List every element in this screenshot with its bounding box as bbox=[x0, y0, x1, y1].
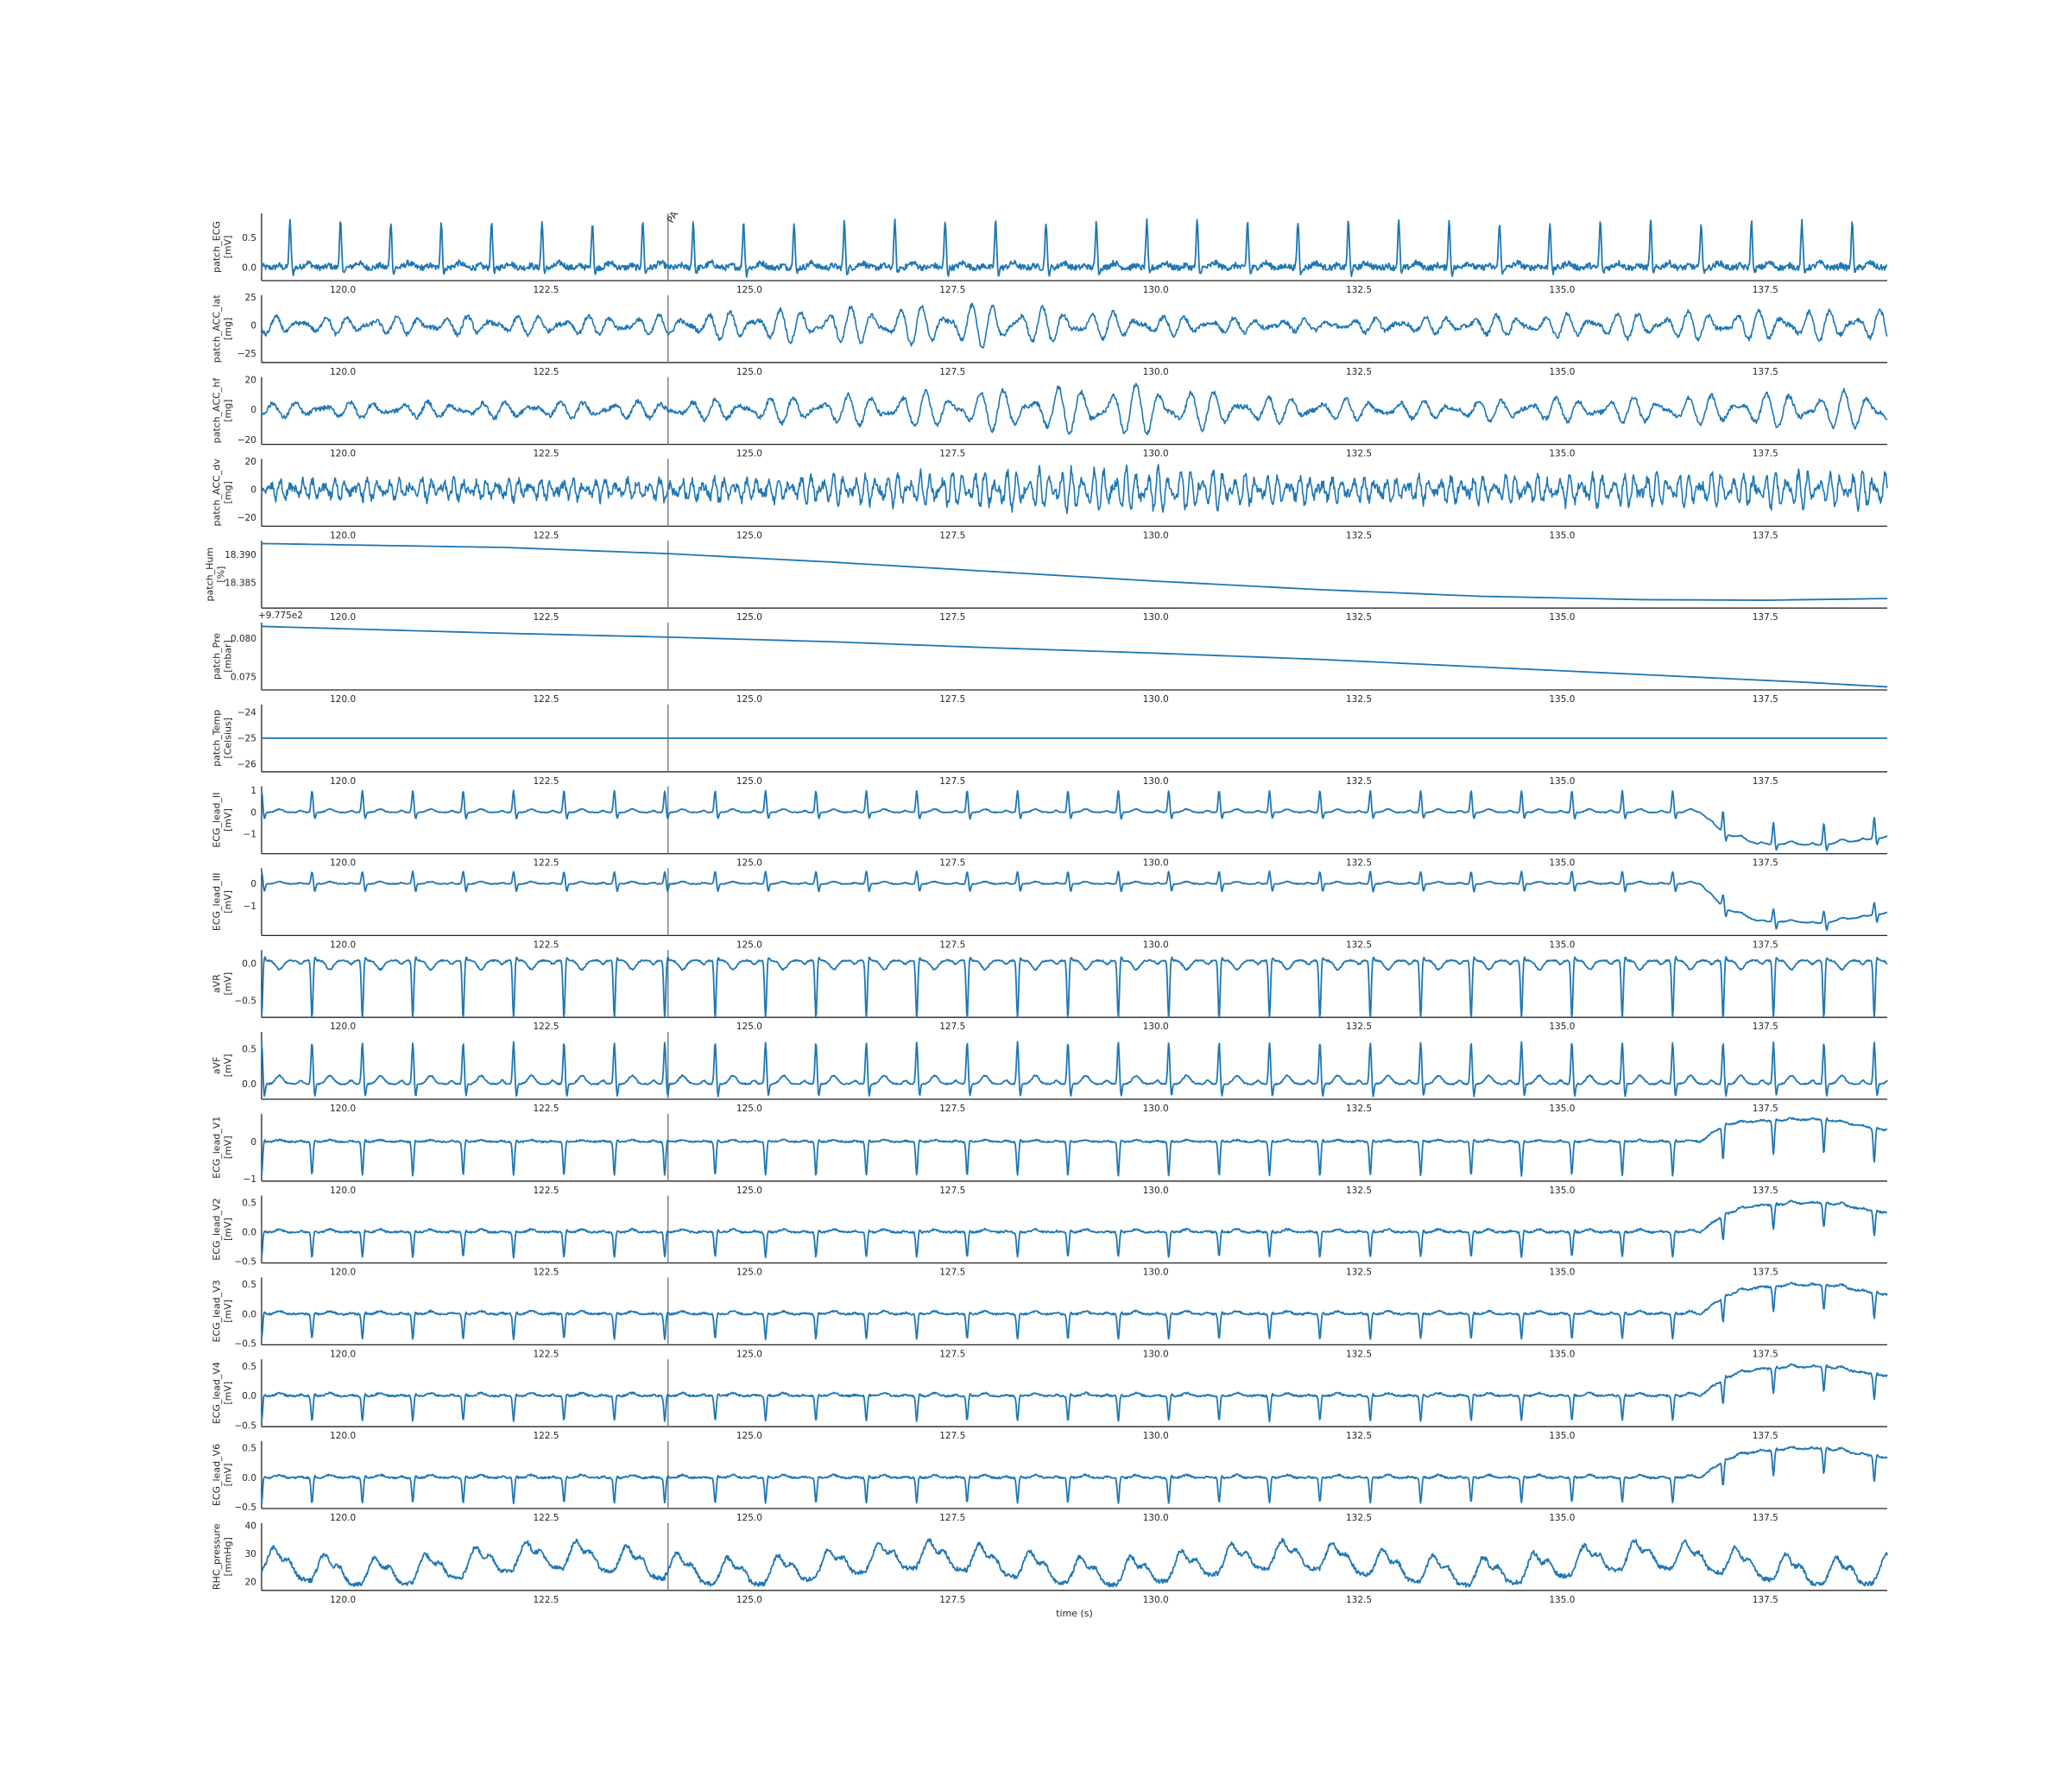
panel-10-xtick-label: 125.0 bbox=[736, 1022, 762, 1033]
panel-16-ytick-label: 0.5 bbox=[242, 1443, 256, 1454]
panel-11-xtick-label: 125.0 bbox=[736, 1104, 762, 1114]
panel-12-ylabel: ECG_lead_V1[mV] bbox=[211, 1116, 234, 1179]
panel-2-ylabel: patch_ACC_lat[mg] bbox=[211, 294, 234, 364]
panel-15-signal-line bbox=[262, 1364, 1887, 1421]
panel-7-xtick-label: 125.0 bbox=[736, 775, 762, 787]
panel-5-xtick-label: 120.0 bbox=[330, 612, 357, 623]
panel-3-xtick-label: 130.0 bbox=[1142, 448, 1169, 459]
panel-16-ylabel: ECG_lead_V6[mV] bbox=[211, 1443, 234, 1507]
panel-13-signal-line bbox=[262, 1200, 1887, 1257]
x-axis-label: time (s) bbox=[1056, 1607, 1093, 1619]
panel-14-xtick-label: 122.5 bbox=[533, 1349, 559, 1360]
panel-12-ytick-label: 0 bbox=[250, 1136, 256, 1148]
panel-5-xtick-label: 135.0 bbox=[1549, 612, 1576, 623]
panel-6-xtick-label: 132.5 bbox=[1345, 694, 1373, 705]
panel-5-xtick-label: 125.0 bbox=[736, 612, 762, 623]
panel-1-xtick-label: 135.0 bbox=[1549, 285, 1576, 295]
panel-11-xtick-label: 127.5 bbox=[939, 1104, 966, 1114]
panel-9-xtick-label: 125.0 bbox=[736, 939, 762, 951]
panel-1-ylabel: patch_ECG[mV] bbox=[211, 221, 234, 273]
panel-9-ytick-label: −1 bbox=[243, 901, 256, 913]
panel-6-xtick-label: 135.0 bbox=[1549, 694, 1576, 705]
panel-15-ytick-label: −0.5 bbox=[234, 1420, 256, 1432]
panel-2-xtick-label: 132.5 bbox=[1345, 366, 1373, 377]
panel-16-xtick-label: 125.0 bbox=[736, 1513, 762, 1523]
panel-14-xtick-label: 120.0 bbox=[330, 1349, 357, 1360]
panel-7-xtick-label: 127.5 bbox=[939, 775, 966, 787]
panel-16-signal-line bbox=[262, 1446, 1887, 1503]
panel-11-xtick-label: 132.5 bbox=[1345, 1104, 1373, 1114]
panel-15-ytick-label: 0.0 bbox=[242, 1391, 256, 1402]
panel-8-xtick-label: 137.5 bbox=[1752, 857, 1778, 869]
panel-6-offset-text: +9.775e2 bbox=[258, 610, 303, 621]
panel-7-ytick-label: −25 bbox=[237, 733, 256, 744]
panel-8-xtick-label: 122.5 bbox=[533, 857, 559, 869]
panel-8-xtick-label: 127.5 bbox=[939, 857, 966, 869]
panel-14-ylabel: ECG_lead_V3[mV] bbox=[211, 1280, 234, 1343]
panel-3-xtick-label: 137.5 bbox=[1752, 448, 1778, 459]
panel-13-xtick-label: 130.0 bbox=[1142, 1267, 1169, 1278]
panel-6-xtick-label: 120.0 bbox=[330, 694, 357, 705]
panel-5-signal-line bbox=[262, 543, 1887, 600]
panel-7-xtick-label: 132.5 bbox=[1345, 775, 1373, 787]
panel-17-xtick-label: 132.5 bbox=[1345, 1594, 1373, 1605]
panel-9-xtick-label: 122.5 bbox=[533, 939, 559, 951]
panel-17-xtick-label: 125.0 bbox=[736, 1594, 762, 1605]
panel-17-xtick-label: 135.0 bbox=[1549, 1594, 1576, 1605]
panel-17-xtick-label: 137.5 bbox=[1752, 1594, 1778, 1605]
panel-3-ytick-label: 20 bbox=[244, 375, 256, 386]
panel-11-xtick-label: 135.0 bbox=[1549, 1104, 1576, 1114]
panel-16-ytick-label: −0.5 bbox=[234, 1502, 256, 1514]
panel-9-ylabel: ECG_lead_III[mV] bbox=[211, 872, 234, 932]
panel-10-ytick-label: 0.0 bbox=[242, 958, 256, 970]
panel-16-xtick-label: 130.0 bbox=[1142, 1513, 1169, 1523]
panel-3-xtick-label: 122.5 bbox=[533, 448, 559, 459]
panel-6-xtick-label: 130.0 bbox=[1142, 694, 1169, 705]
panel-9-xtick-label: 135.0 bbox=[1549, 939, 1576, 951]
panel-10-xtick-label: 120.0 bbox=[330, 1022, 357, 1033]
panel-5-xtick-label: 127.5 bbox=[939, 612, 966, 623]
panel-12-ytick-label: −1 bbox=[243, 1174, 256, 1186]
panel-17-ytick-label: 30 bbox=[244, 1549, 256, 1560]
panel-9-xtick-label: 127.5 bbox=[939, 939, 966, 951]
panel-2-ytick-label: 25 bbox=[244, 292, 256, 303]
panel-7-ytick-label: −26 bbox=[237, 759, 256, 770]
panel-11-xtick-label: 130.0 bbox=[1142, 1104, 1169, 1114]
panel-7-xtick-label: 137.5 bbox=[1752, 775, 1778, 787]
panel-4-xtick-label: 130.0 bbox=[1142, 530, 1169, 541]
panel-10-xtick-label: 135.0 bbox=[1549, 1022, 1576, 1033]
panel-5-xtick-label: 122.5 bbox=[533, 612, 559, 623]
panel-14-xtick-label: 130.0 bbox=[1142, 1349, 1169, 1360]
panel-2-ytick-label: 0 bbox=[250, 320, 256, 332]
panel-16-xtick-label: 120.0 bbox=[330, 1513, 357, 1523]
panel-4-xtick-label: 137.5 bbox=[1752, 530, 1778, 541]
panel-2-xtick-label: 130.0 bbox=[1142, 366, 1169, 377]
panel-11-xtick-label: 122.5 bbox=[533, 1104, 559, 1114]
panel-9-xtick-label: 130.0 bbox=[1142, 939, 1169, 951]
panel-15-xtick-label: 120.0 bbox=[330, 1431, 357, 1442]
panel-2-signal-line bbox=[262, 303, 1887, 348]
panel-15-xtick-label: 130.0 bbox=[1142, 1431, 1169, 1442]
panel-8-xtick-label: 135.0 bbox=[1549, 857, 1576, 869]
panel-3-ylabel: patch_ACC_hf[mg] bbox=[211, 377, 234, 444]
panel-1-xtick-label: 132.5 bbox=[1345, 285, 1373, 295]
panel-4-xtick-label: 125.0 bbox=[736, 530, 762, 541]
panel-12-xtick-label: 132.5 bbox=[1345, 1185, 1373, 1196]
panel-14-ytick-label: 0.5 bbox=[242, 1280, 256, 1291]
panel-14-xtick-label: 132.5 bbox=[1345, 1349, 1373, 1360]
panel-17-ytick-label: 40 bbox=[244, 1521, 256, 1532]
panel-9-xtick-label: 137.5 bbox=[1752, 939, 1778, 951]
panel-15-xtick-label: 135.0 bbox=[1549, 1431, 1576, 1442]
panel-13-xtick-label: 127.5 bbox=[939, 1267, 966, 1278]
panel-15-xtick-label: 122.5 bbox=[533, 1431, 559, 1442]
panel-8-xtick-label: 130.0 bbox=[1142, 857, 1169, 869]
panel-4-ytick-label: 20 bbox=[244, 457, 256, 468]
panel-4-signal-line bbox=[262, 465, 1887, 514]
panel-14-xtick-label: 137.5 bbox=[1752, 1349, 1778, 1360]
panel-3-xtick-label: 127.5 bbox=[939, 448, 966, 459]
panel-1-xtick-label: 130.0 bbox=[1142, 285, 1169, 295]
panel-1-signal-line bbox=[262, 219, 1887, 277]
panel-5-ytick-label: 18.385 bbox=[224, 578, 256, 589]
panel-1-ytick-label: 0.0 bbox=[242, 263, 256, 274]
panel-13-xtick-label: 122.5 bbox=[533, 1267, 559, 1278]
panel-13-xtick-label: 137.5 bbox=[1752, 1267, 1778, 1278]
panel-14-xtick-label: 127.5 bbox=[939, 1349, 966, 1360]
panel-3-xtick-label: 132.5 bbox=[1345, 448, 1373, 459]
panel-6-signal-line bbox=[262, 626, 1887, 686]
panel-4-xtick-label: 135.0 bbox=[1549, 530, 1576, 541]
panel-10-xtick-label: 137.5 bbox=[1752, 1022, 1778, 1033]
panel-10-signal-line bbox=[262, 957, 1887, 1017]
panel-10-xtick-label: 127.5 bbox=[939, 1022, 966, 1033]
panel-10-xtick-label: 130.0 bbox=[1142, 1022, 1169, 1033]
panel-7-xtick-label: 122.5 bbox=[533, 775, 559, 787]
panel-4-xtick-label: 127.5 bbox=[939, 530, 966, 541]
panel-13-xtick-label: 135.0 bbox=[1549, 1267, 1576, 1278]
panel-9-signal-line bbox=[262, 871, 1887, 930]
panel-2-xtick-label: 120.0 bbox=[330, 366, 357, 377]
panel-4-xtick-label: 122.5 bbox=[533, 530, 559, 541]
panel-14-xtick-label: 135.0 bbox=[1549, 1349, 1576, 1360]
panel-1-ytick-label: 0.5 bbox=[242, 233, 256, 244]
panel-6-xtick-label: 122.5 bbox=[533, 694, 559, 705]
panel-12-xtick-label: 130.0 bbox=[1142, 1185, 1169, 1196]
panel-17-xtick-label: 130.0 bbox=[1142, 1594, 1169, 1605]
panel-17-ylabel: RHC_pressure[mmHg] bbox=[211, 1523, 234, 1591]
panel-11-ylabel: aVF[mV] bbox=[211, 1053, 234, 1078]
panel-9-xtick-label: 120.0 bbox=[330, 939, 357, 951]
panel-2-xtick-label: 127.5 bbox=[939, 366, 966, 377]
panel-12-xtick-label: 120.0 bbox=[330, 1185, 357, 1196]
panel-11-ytick-label: 0.0 bbox=[242, 1079, 256, 1090]
panel-8-signal-line bbox=[262, 790, 1887, 851]
panel-1-xtick-label: 120.0 bbox=[330, 285, 357, 295]
panel-15-ylabel: ECG_lead_V4[mV] bbox=[211, 1362, 234, 1425]
panel-13-ylabel: ECG_lead_V2[mV] bbox=[211, 1198, 234, 1261]
panel-10-xtick-label: 132.5 bbox=[1345, 1022, 1373, 1033]
panel-3-ytick-label: 0 bbox=[250, 405, 256, 416]
panel-8-ytick-label: 0 bbox=[250, 807, 256, 819]
panel-8-xtick-label: 132.5 bbox=[1345, 857, 1373, 869]
panel-17-signal-line bbox=[262, 1539, 1887, 1587]
panel-15-ytick-label: 0.5 bbox=[242, 1361, 256, 1372]
panel-7-xtick-label: 120.0 bbox=[330, 775, 357, 787]
panel-13-ytick-label: 0.5 bbox=[242, 1198, 256, 1209]
panel-13-xtick-label: 132.5 bbox=[1345, 1267, 1373, 1278]
panel-17-xtick-label: 127.5 bbox=[939, 1594, 966, 1605]
panel-10-ylabel: aVR[mV] bbox=[211, 971, 234, 996]
panel-1-xtick-label: 127.5 bbox=[939, 285, 966, 295]
panel-14-ytick-label: 0.0 bbox=[242, 1309, 256, 1320]
panel-7-xtick-label: 130.0 bbox=[1142, 775, 1169, 787]
panel-12-xtick-label: 125.0 bbox=[736, 1185, 762, 1196]
panel-5-xtick-label: 137.5 bbox=[1752, 612, 1778, 623]
panel-14-signal-line bbox=[262, 1282, 1887, 1339]
panel-12-xtick-label: 137.5 bbox=[1752, 1185, 1778, 1196]
panel-14-xtick-label: 125.0 bbox=[736, 1349, 762, 1360]
panel-15-xtick-label: 125.0 bbox=[736, 1431, 762, 1442]
panel-15-xtick-label: 137.5 bbox=[1752, 1431, 1778, 1442]
panel-2-xtick-label: 125.0 bbox=[736, 366, 762, 377]
panel-4-xtick-label: 120.0 bbox=[330, 530, 357, 541]
panel-5-xtick-label: 130.0 bbox=[1142, 612, 1169, 623]
panel-8-xtick-label: 120.0 bbox=[330, 857, 357, 869]
panel-6-xtick-label: 127.5 bbox=[939, 694, 966, 705]
panel-17-xtick-label: 122.5 bbox=[533, 1594, 559, 1605]
panel-6-xtick-label: 125.0 bbox=[736, 694, 762, 705]
panel-4-xtick-label: 132.5 bbox=[1345, 530, 1373, 541]
panel-6-ylabel: patch_Pre[mbar] bbox=[211, 632, 234, 680]
panel-12-xtick-label: 122.5 bbox=[533, 1185, 559, 1196]
panel-16-xtick-label: 135.0 bbox=[1549, 1513, 1576, 1523]
panel-3-xtick-label: 120.0 bbox=[330, 448, 357, 459]
panel-6-ytick-label: 0.080 bbox=[230, 634, 256, 645]
panel-11-xtick-label: 120.0 bbox=[330, 1104, 357, 1114]
panel-5-xtick-label: 132.5 bbox=[1345, 612, 1373, 623]
panel-6-xtick-label: 137.5 bbox=[1752, 694, 1778, 705]
panel-1-xtick-label: 125.0 bbox=[736, 285, 762, 295]
panel-17-ytick-label: 20 bbox=[244, 1577, 256, 1588]
panel-17-xtick-label: 120.0 bbox=[330, 1594, 357, 1605]
panel-8-xtick-label: 125.0 bbox=[736, 857, 762, 869]
panel-8-ylabel: ECG_lead_II[mV] bbox=[211, 792, 234, 848]
panel-12-xtick-label: 135.0 bbox=[1549, 1185, 1576, 1196]
panel-15-xtick-label: 132.5 bbox=[1345, 1431, 1373, 1442]
panel-15-xtick-label: 127.5 bbox=[939, 1431, 966, 1442]
panel-4-ytick-label: −20 bbox=[237, 513, 256, 524]
panel-5-ytick-label: 18.390 bbox=[224, 549, 256, 560]
panel-5-ylabel: patch_Hum[%] bbox=[204, 547, 227, 602]
panel-3-ytick-label: −20 bbox=[237, 434, 256, 446]
panel-9-ytick-label: 0 bbox=[250, 879, 256, 890]
panel-16-xtick-label: 132.5 bbox=[1345, 1513, 1373, 1523]
panel-13-xtick-label: 120.0 bbox=[330, 1267, 357, 1278]
panel-9-xtick-label: 132.5 bbox=[1345, 939, 1373, 951]
panel-4-ylabel: patch_ACC_dv[mg] bbox=[211, 459, 234, 527]
panel-1-xtick-label: 122.5 bbox=[533, 285, 559, 295]
panel-8-ytick-label: 1 bbox=[250, 786, 256, 797]
panel-10-xtick-label: 122.5 bbox=[533, 1022, 559, 1033]
panel-6-ytick-label: 0.075 bbox=[230, 672, 256, 683]
panel-7-xtick-label: 135.0 bbox=[1549, 775, 1576, 787]
panel-12-xtick-label: 127.5 bbox=[939, 1185, 966, 1196]
panel-3-xtick-label: 135.0 bbox=[1549, 448, 1576, 459]
event-marker-label: PA bbox=[665, 209, 681, 225]
panel-2-ytick-label: −25 bbox=[237, 348, 256, 359]
panel-11-ytick-label: 0.5 bbox=[242, 1044, 256, 1055]
panel-3-signal-line bbox=[262, 383, 1887, 434]
panel-2-xtick-label: 122.5 bbox=[533, 366, 559, 377]
panel-11-signal-line bbox=[262, 1041, 1887, 1097]
panel-12-signal-line bbox=[262, 1118, 1887, 1177]
panel-8-ytick-label: −1 bbox=[243, 829, 256, 840]
panel-13-xtick-label: 125.0 bbox=[736, 1267, 762, 1278]
panel-16-xtick-label: 137.5 bbox=[1752, 1513, 1778, 1523]
panel-7-ytick-label: −24 bbox=[237, 707, 256, 718]
panel-16-xtick-label: 127.5 bbox=[939, 1513, 966, 1523]
panel-16-ytick-label: 0.0 bbox=[242, 1472, 256, 1483]
panel-14-ytick-label: −0.5 bbox=[234, 1338, 256, 1350]
panel-13-ytick-label: −0.5 bbox=[234, 1256, 256, 1268]
panel-3-xtick-label: 125.0 bbox=[736, 448, 762, 459]
panel-2-xtick-label: 137.5 bbox=[1752, 366, 1778, 377]
panel-4-ytick-label: 0 bbox=[250, 484, 256, 496]
panel-7-ylabel: patch_Temp[Celsius] bbox=[211, 709, 234, 767]
panel-10-ytick-label: −0.5 bbox=[234, 996, 256, 1007]
panel-1-xtick-label: 137.5 bbox=[1752, 285, 1778, 295]
panel-2-xtick-label: 135.0 bbox=[1549, 366, 1576, 377]
panel-13-ytick-label: 0.0 bbox=[242, 1227, 256, 1238]
panel-11-xtick-label: 137.5 bbox=[1752, 1104, 1778, 1114]
panel-16-xtick-label: 122.5 bbox=[533, 1513, 559, 1523]
